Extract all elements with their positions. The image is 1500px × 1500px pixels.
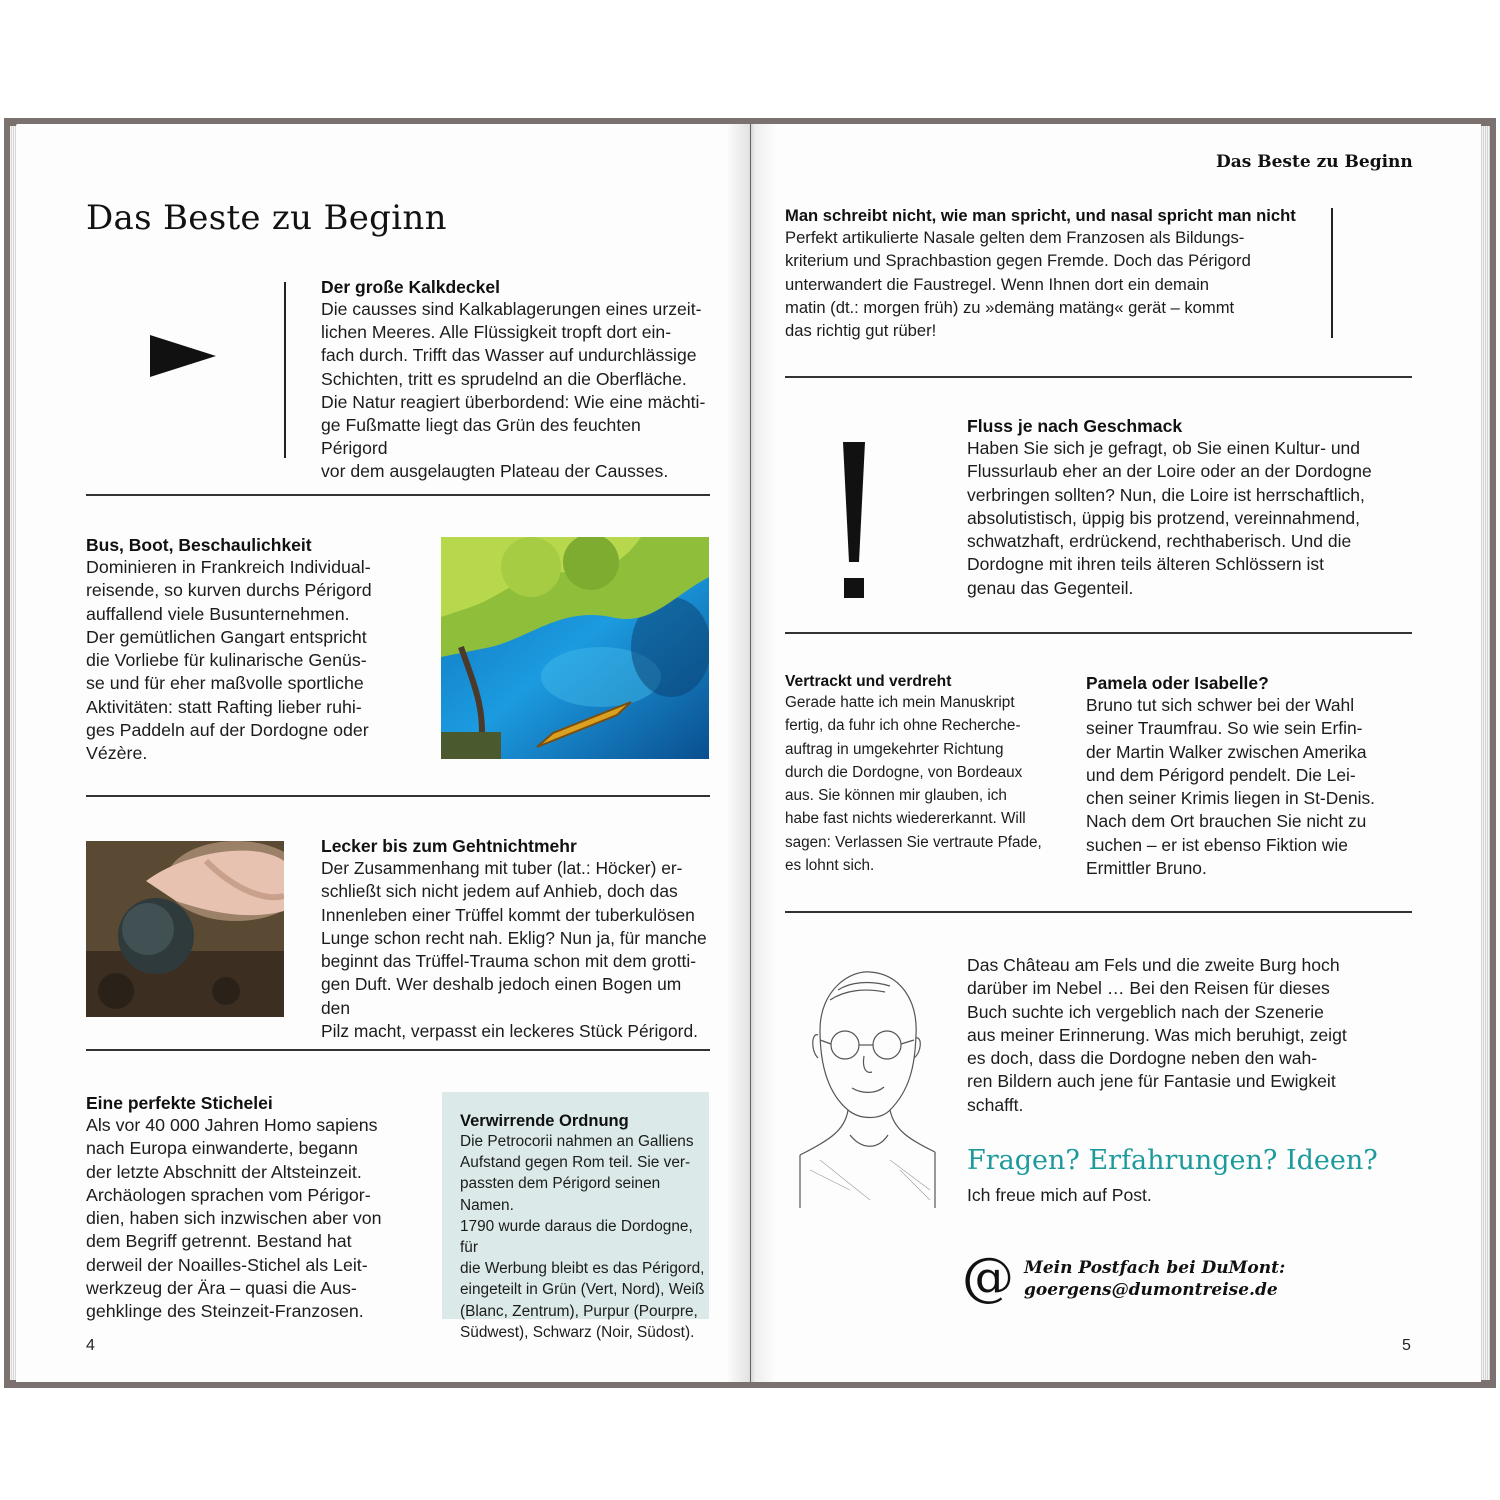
at-icon: @ <box>962 1248 1014 1308</box>
line: es lohnt sich. <box>785 857 875 875</box>
heading-kalkdeckel: Der große Kalkdeckel <box>321 277 500 297</box>
line: fertig, da fuhr ich ohne Recherche- <box>785 717 1021 735</box>
text-kalkdeckel <box>321 298 711 484</box>
line: vor dem ausgelaugten Plateau der Causses. <box>321 461 669 482</box>
line: werkzeug der Ära – quasi die Aus- <box>86 1278 357 1299</box>
section-chateau <box>967 954 1417 1117</box>
line: Lunge schon recht nah. Eklig? Nun ja, für manche <box>321 927 707 948</box>
text-stichelei <box>86 1114 410 1324</box>
line: seiner Traumfrau. So wie sein Erfin- <box>1086 718 1363 739</box>
truffle-photo <box>86 841 284 1017</box>
section-nasal <box>785 206 1310 342</box>
section-vertrackt <box>785 673 1050 877</box>
line: Als vor 40 000 Jahren Homo sapiens <box>86 1115 378 1135</box>
heading-pamela: Pamela oder Isabelle? <box>1086 673 1269 693</box>
page-title: Das Beste zu Beginn <box>86 198 447 238</box>
author-portrait-sketch <box>790 960 940 1210</box>
line: eingeteilt in Grün (Vert, Nord), Weiß <box>460 1281 705 1299</box>
vertical-divider <box>1331 208 1333 338</box>
line: matin (dt.: morgen früh) zu »demäng matäng« gerät – kommt <box>785 297 1235 317</box>
heading-fluss: Fluss je nach Geschmack <box>967 416 1183 436</box>
line: auffallend viele Busunternehmen. <box>86 603 350 624</box>
divider <box>86 1049 710 1051</box>
line: Dominieren in Frankreich Individual- <box>86 557 371 577</box>
book-gutter <box>726 124 776 1382</box>
section-pamela <box>1086 673 1416 880</box>
line: Aktivitäten: statt Rafting lieber ruhi- <box>86 696 362 717</box>
line: Haben Sie sich je gefragt, ob Sie einen Kultur- und <box>967 438 1361 458</box>
section-kalkdeckel <box>321 277 711 484</box>
line: auftrag in umgekehrter Richtung <box>785 740 1004 758</box>
line: ges Paddeln auf der Dordogne oder <box>86 720 369 741</box>
line: Gerade hatte ich mein Manuskript <box>785 694 1015 711</box>
line: Südwest), Schwarz (Noir, Südost). <box>460 1323 695 1341</box>
line: schließt sich nicht jedem auf Anhieb, doch das <box>321 881 678 902</box>
line: ren Bildern auch jene für Fantasie und Ewigkeit <box>967 1071 1336 1092</box>
text-chateau <box>967 954 1417 1117</box>
line: durch die Dordogne, von Bordeaux <box>785 763 1023 781</box>
line: 1790 wurde daraus die Dordogne, für <box>460 1217 693 1257</box>
section-fluss <box>967 416 1413 600</box>
line: Das Château am Fels und die zweite Burg hoch <box>967 955 1340 975</box>
line: suchen – er ist ebenso Fiktion wie <box>1086 834 1348 855</box>
email-address[interactable]: goergens@dumontreise.de <box>1024 1280 1278 1300</box>
line: Die Natur reagiert überbordend: Wie eine mächti- <box>321 391 706 412</box>
line: Die Petrocorii nahmen an Galliens <box>460 1133 694 1150</box>
line: habe fast nichts wiedererkannt. Will <box>785 810 1026 828</box>
line: die Werbung bleibt es das Périgord, <box>460 1260 705 1278</box>
line: unterwandert die Faustregel. Wenn Ihnen dort ein demain <box>785 274 1210 294</box>
questions-heading: Fragen? Erfahrungen? Ideen? <box>967 1145 1378 1176</box>
line: Der gemütlichen Gangart entspricht <box>86 626 367 647</box>
divider <box>86 494 710 496</box>
text-lecker <box>321 857 713 1043</box>
heading-bus: Bus, Boot, Beschaulichkeit <box>86 535 312 555</box>
line: Flussurlaub eher an der Loire oder an der Dordogne <box>967 461 1372 482</box>
line: sagen: Verlassen Sie vertraute Pfade, <box>785 833 1042 851</box>
page-number-left: 4 <box>86 1337 95 1354</box>
line: Aufstand gegen Rom teil. Sie ver- <box>460 1154 691 1172</box>
line: es doch, dass die Dordogne neben den wah- <box>967 1048 1318 1069</box>
line: reisende, so kurven durchs Périgord <box>86 580 372 601</box>
divider <box>785 376 1412 378</box>
line: derweil der Noailles-Stichel als Leit- <box>86 1254 368 1275</box>
line: beginnt das Trüffel-Trauma schon mit dem grotti- <box>321 951 697 972</box>
divider <box>785 911 1412 913</box>
line: verbringen sollten? Nun, die Loire ist herrschaftlich, <box>967 484 1365 505</box>
vertical-divider <box>284 282 286 458</box>
line: dien, haben sich inzwischen aber von <box>86 1208 382 1229</box>
text-bus <box>86 556 408 766</box>
line: fach durch. Trifft das Wasser auf undurchlässige <box>321 345 697 366</box>
line: Buch suchte ich vergeblich nach der Szenerie <box>967 1001 1324 1022</box>
section-stichelei <box>86 1093 410 1324</box>
line: Dordogne mit ihren teils älteren Schlössern ist <box>967 554 1324 575</box>
line: Archäologen sprachen vom Périgor- <box>86 1184 371 1205</box>
line: lichen Meeres. Alle Flüssigkeit tropft dort ein- <box>321 322 672 343</box>
line: das richtig gut rüber! <box>785 321 937 341</box>
freue-text: Ich freue mich auf Post. <box>967 1185 1152 1205</box>
line: schafft. <box>967 1094 1024 1115</box>
line: nach Europa einwanderte, begann <box>86 1138 358 1159</box>
line: Nach dem Ort brauchen Sie nicht zu <box>1086 811 1367 832</box>
text-pamela <box>1086 694 1416 880</box>
line: der Martin Walker zwischen Amerika <box>1086 741 1367 762</box>
line: der letzte Abschnitt der Altsteinzeit. <box>86 1161 362 1182</box>
heading-nasal: Man schreibt nicht, wie man spricht, und nasal spricht man nicht <box>785 206 1296 225</box>
line: chen seiner Krimis liegen in St-Denis. <box>1086 788 1376 809</box>
line: Der Zusammenhang mit tuber (lat.: Höcker) er- <box>321 858 683 878</box>
line: Die causses sind Kalkablagerungen eines urzeit- <box>321 299 702 319</box>
divider <box>86 795 710 797</box>
exclamation-icon <box>840 440 868 600</box>
arrow-icon <box>148 333 218 379</box>
line: aus meiner Erinnerung. Was mich beruhigt, zeigt <box>967 1024 1347 1045</box>
line: kriterium und Sprachbastion gegen Fremde. Doch das Périgord <box>785 251 1251 271</box>
heading-ordnung: Verwirrende Ordnung <box>460 1112 629 1130</box>
line: aus. Sie können mir glauben, ich <box>785 787 1007 805</box>
heading-vertrackt: Vertrackt und verdreht <box>785 673 952 690</box>
line: dem Begriff getrennt. Bestand hat <box>86 1231 352 1252</box>
line: absolutistisch, üppig bis protzend, vereinnahmend, <box>967 507 1361 528</box>
line: ge Fußmatte liegt das Grün des feuchten Périgord <box>321 415 641 459</box>
line: schwatzhaft, erdrückend, rechthaberisch. Und die <box>967 531 1352 552</box>
line: (Blanc, Zentrum), Purpur (Pourpre, <box>460 1302 698 1320</box>
line: Bruno tut sich schwer bei der Wahl <box>1086 695 1355 715</box>
line: die Vorliebe für kulinarische Genüs- <box>86 650 367 671</box>
line: Pilz macht, verpasst ein leckeres Stück Périgord. <box>321 1021 698 1042</box>
line: se und für eher maßvolle sportliche <box>86 673 364 694</box>
postfach-label: Mein Postfach bei DuMont: <box>1024 1258 1286 1278</box>
running-head: Das Beste zu Beginn <box>1216 152 1413 172</box>
line: Innenleben einer Trüffel kommt der tuberkulösen <box>321 904 695 925</box>
section-lecker <box>321 836 713 1043</box>
line: darüber im Nebel … Bei den Reisen für dieses <box>967 978 1330 999</box>
heading-stichelei: Eine perfekte Stichelei <box>86 1093 273 1113</box>
text-nasal <box>785 226 1310 342</box>
line: Schichten, tritt es sprudelnd an die Oberfläche. <box>321 368 687 389</box>
info-box <box>442 1092 709 1341</box>
divider <box>785 632 1412 634</box>
text-vertrackt <box>785 691 1050 877</box>
line: gehklinge des Steinzeit-Franzosen. <box>86 1301 364 1322</box>
line: Vézère. <box>86 743 148 764</box>
line: gen Duft. Wer deshalb jedoch einen Bogen um den <box>321 974 682 1018</box>
text-ordnung <box>460 1131 705 1343</box>
line: genau das Gegenteil. <box>967 577 1134 598</box>
line: und dem Périgord pendelt. Die Lei- <box>1086 764 1356 785</box>
text-fluss <box>967 437 1413 600</box>
line: Ermittler Bruno. <box>1086 858 1207 879</box>
heading-lecker: Lecker bis zum Gehtnichtmehr <box>321 836 577 856</box>
section-bus <box>86 535 408 766</box>
page-number-right: 5 <box>1402 1337 1411 1354</box>
right-page-edges <box>1480 126 1490 1380</box>
line: passten dem Périgord seinen Namen. <box>460 1175 661 1214</box>
line: Perfekt artikulierte Nasale gelten dem Franzosen als Bildungs- <box>785 228 1245 247</box>
river-boat-photo <box>441 537 709 759</box>
